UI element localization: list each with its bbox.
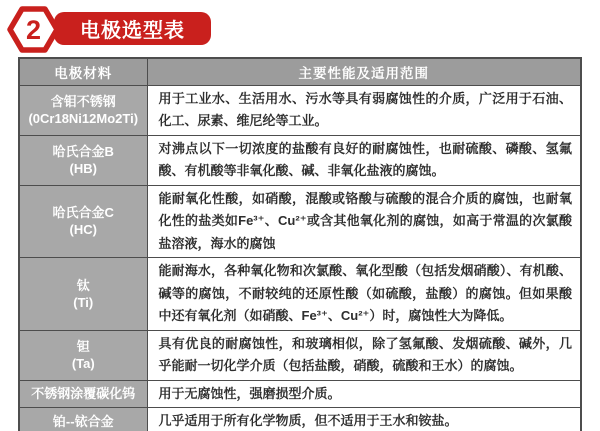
material-name: 钽 — [76, 339, 90, 354]
table-row — [19, 135, 581, 185]
material-code: (Ta) — [71, 356, 95, 371]
table-row — [19, 408, 581, 431]
description-cell: 能耐氧化性酸，如硝酸，混酸或铬酸与硫酸的混合介质的腐蚀，也耐氧化性的盐类如Fe³⁺、Cu²⁺或含其他氧化剂的腐蚀，如高于常温的次氯酸盐溶液，海水的腐蚀 — [147, 185, 581, 258]
material-cell — [19, 380, 147, 408]
section-header — [0, 0, 600, 57]
column-header-material: 电极材料 — [19, 58, 147, 85]
description-cell: 具有优良的耐腐蚀性，和玻璃相似，除了氢氟酸、发烟硫酸、碱外，几乎能耐一切化学介质（包括盐酸，硝酸，硫酸和王水）的腐蚀。 — [147, 330, 581, 380]
table-row — [19, 185, 581, 258]
material-cell — [19, 135, 147, 185]
material-name: 铂--铱合金 — [52, 413, 114, 429]
table-header-row — [19, 58, 581, 85]
material-name: 哈氏合金B — [52, 144, 114, 159]
material-cell — [19, 85, 147, 135]
description-cell: 对沸点以下一切浓度的盐酸有良好的耐腐蚀性，也耐硫酸、磷酸、氢氟酸、有机酸等非氧化酸、碱、非氧化盐液的腐蚀。 — [147, 135, 581, 185]
material-code: (0Cr18Ni12Mo2Ti) — [28, 111, 139, 126]
material-name: 钛 — [76, 277, 90, 293]
section-number: 2 — [25, 15, 42, 45]
material-code: (Ti) — [73, 294, 94, 310]
material-name: 哈氏合金C — [52, 205, 114, 221]
material-name: 含钼不锈钢 — [50, 94, 116, 109]
section-title-banner — [54, 12, 211, 45]
table-row — [19, 330, 581, 380]
material-cell — [19, 330, 147, 380]
description-cell: 几乎适用于所有化学物质，但不适用于王水和铵盐。 — [147, 408, 581, 431]
section-title: 电极选型表 — [80, 20, 185, 42]
material-cell — [19, 258, 147, 331]
electrode-selection-table — [18, 57, 582, 431]
material-cell — [19, 185, 147, 258]
section-number-badge — [7, 5, 60, 54]
description-cell: 用于工业水、生活用水、污水等具有弱腐蚀性的介质，广泛用于石油、化工、尿素、维尼纶等工业。 — [147, 85, 581, 135]
material-name: 不锈钢涂覆碳化钨 — [31, 386, 136, 402]
description-cell: 能耐海水，各种氧化物和次氯酸、氧化型酸（包括发烟硝酸）、有机酸、碱等的腐蚀，不耐较纯的还原性酸（如硫酸，盐酸）的腐蚀。但如果酸中还有氧化剂（如硝酸、Fe³⁺、Cu²⁺）时，腐蚀性大为降低。 — [147, 258, 581, 331]
table-row — [19, 85, 581, 135]
table-row — [19, 258, 581, 331]
material-code: (HB) — [69, 161, 97, 176]
table-row — [19, 380, 581, 408]
material-cell — [19, 408, 147, 431]
material-code: (HC) — [69, 222, 97, 238]
description-cell: 用于无腐蚀性，强磨损型介质。 — [147, 380, 581, 408]
column-header-properties: 主要性能及适用范围 — [147, 58, 581, 85]
